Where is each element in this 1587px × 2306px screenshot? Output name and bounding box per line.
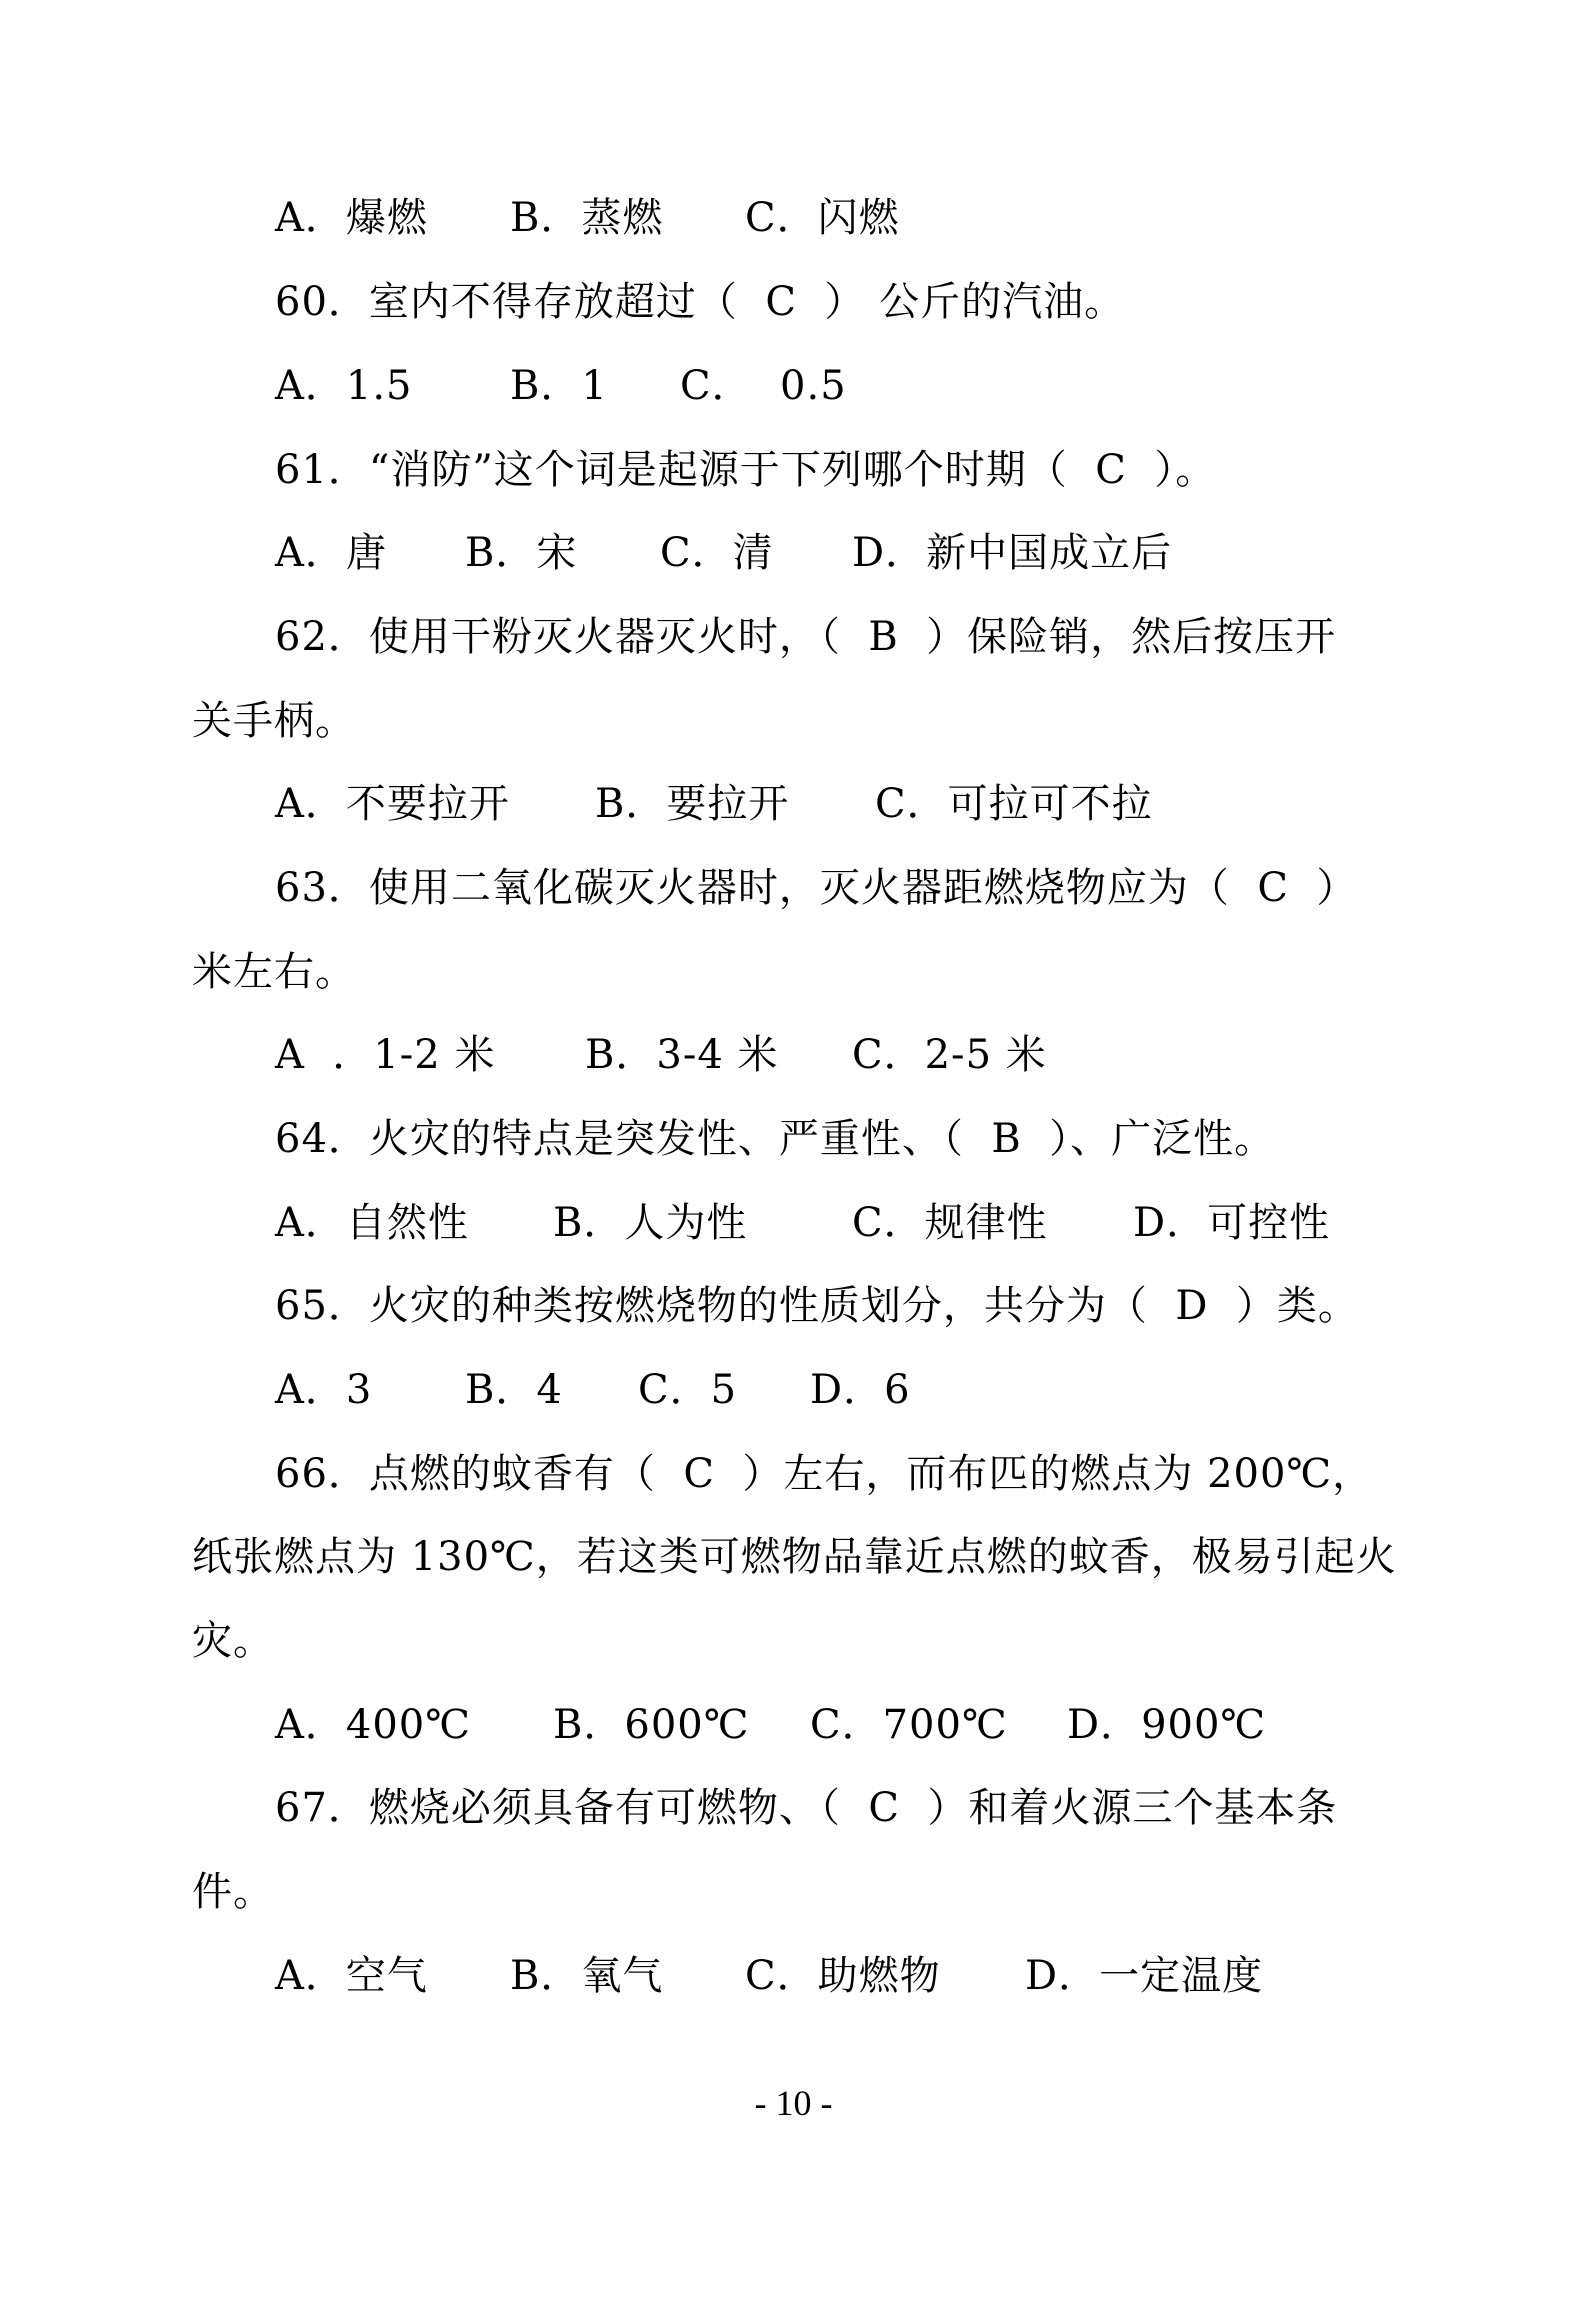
option-a: A．空气 xyxy=(275,1953,428,1999)
option-b: B．3-4 米 xyxy=(585,1032,779,1078)
option-b: B．1 xyxy=(510,363,608,409)
options-row-65 xyxy=(0,1360,1587,1420)
option-a: A．爆燃 xyxy=(275,195,428,241)
question-64: 64．火灾的特点是突发性、严重性、（ B ）、广泛性。 xyxy=(275,1116,1276,1162)
option-b: B．人为性 xyxy=(553,1200,748,1246)
option-a: A．3 xyxy=(275,1367,373,1413)
options-row-67 xyxy=(0,1946,1587,2006)
option-b: B．4 xyxy=(465,1367,563,1413)
option-d: D．6 xyxy=(810,1367,911,1413)
options-row-62 xyxy=(0,774,1587,834)
question-63-line1: 63．使用二氧化碳灭火器时，灭火器距燃烧物应为（ C ） xyxy=(275,865,1358,911)
options-row-61 xyxy=(0,523,1587,583)
option-d: D．一定温度 xyxy=(1025,1953,1264,1999)
option-a: A．不要拉开 xyxy=(275,781,510,827)
question-67-line1: 67．燃烧必须具备有可燃物、（ C ）和着火源三个基本条 xyxy=(275,1785,1338,1831)
option-c: C．规律性 xyxy=(852,1200,1048,1246)
options-row-60 xyxy=(0,356,1587,416)
question-66-line2: 纸张燃点为 130℃，若这类可燃物品靠近点燃的蚊香，极易引起火 xyxy=(192,1534,1397,1580)
question-63-line2: 米左右。 xyxy=(192,949,356,995)
option-b: B．600℃ xyxy=(553,1702,750,1748)
options-row-64 xyxy=(0,1193,1587,1253)
option-b: B．蒸燃 xyxy=(510,195,664,241)
option-c: C．助燃物 xyxy=(745,1953,941,1999)
option-c: C．可拉可不拉 xyxy=(875,781,1153,827)
option-c: C．闪燃 xyxy=(745,195,900,241)
option-b: B．宋 xyxy=(465,530,578,576)
options-row-63 xyxy=(0,1025,1587,1085)
options-row-66 xyxy=(0,1695,1587,1755)
option-c: C．700℃ xyxy=(810,1702,1008,1748)
option-a: A．唐 xyxy=(275,530,387,576)
option-b: B．要拉开 xyxy=(595,781,790,827)
page-number: - 10 - xyxy=(754,2083,833,2123)
option-c: C．2-5 米 xyxy=(852,1032,1047,1078)
option-a: A．400℃ xyxy=(275,1702,471,1748)
option-d: D．可控性 xyxy=(1133,1200,1331,1246)
question-61: 61．“消防”这个词是起源于下列哪个时期（ C ）。 xyxy=(275,447,1217,493)
option-d: D．新中国成立后 xyxy=(852,530,1173,576)
options-row-59 xyxy=(0,188,1587,248)
question-66-line3: 灾。 xyxy=(192,1618,274,1664)
option-c: C．清 xyxy=(660,530,774,576)
option-b: B．氧气 xyxy=(510,1953,664,1999)
question-62-line2: 关手柄。 xyxy=(192,698,356,744)
option-c: C．5 xyxy=(638,1367,738,1413)
option-a: A ．1-2 米 xyxy=(275,1032,496,1078)
question-65: 65．火灾的种类按燃烧物的性质划分，共分为（ D ）类。 xyxy=(275,1283,1359,1329)
question-67-line2: 件。 xyxy=(192,1869,274,1915)
option-c: C． 0.5 xyxy=(680,363,847,409)
question-62-line1: 62．使用干粉灭火器灭火时，（ B ）保险销，然后按压开 xyxy=(275,614,1337,660)
option-a: A．自然性 xyxy=(275,1200,469,1246)
question-66-line1: 66．点燃的蚊香有（ C ）左右，而布匹的燃点为 200℃， xyxy=(275,1451,1374,1497)
option-d: D．900℃ xyxy=(1067,1702,1267,1748)
option-a: A．1.5 xyxy=(275,363,413,409)
question-60: 60．室内不得存放超过（ C ） 公斤的汽油。 xyxy=(275,279,1126,325)
